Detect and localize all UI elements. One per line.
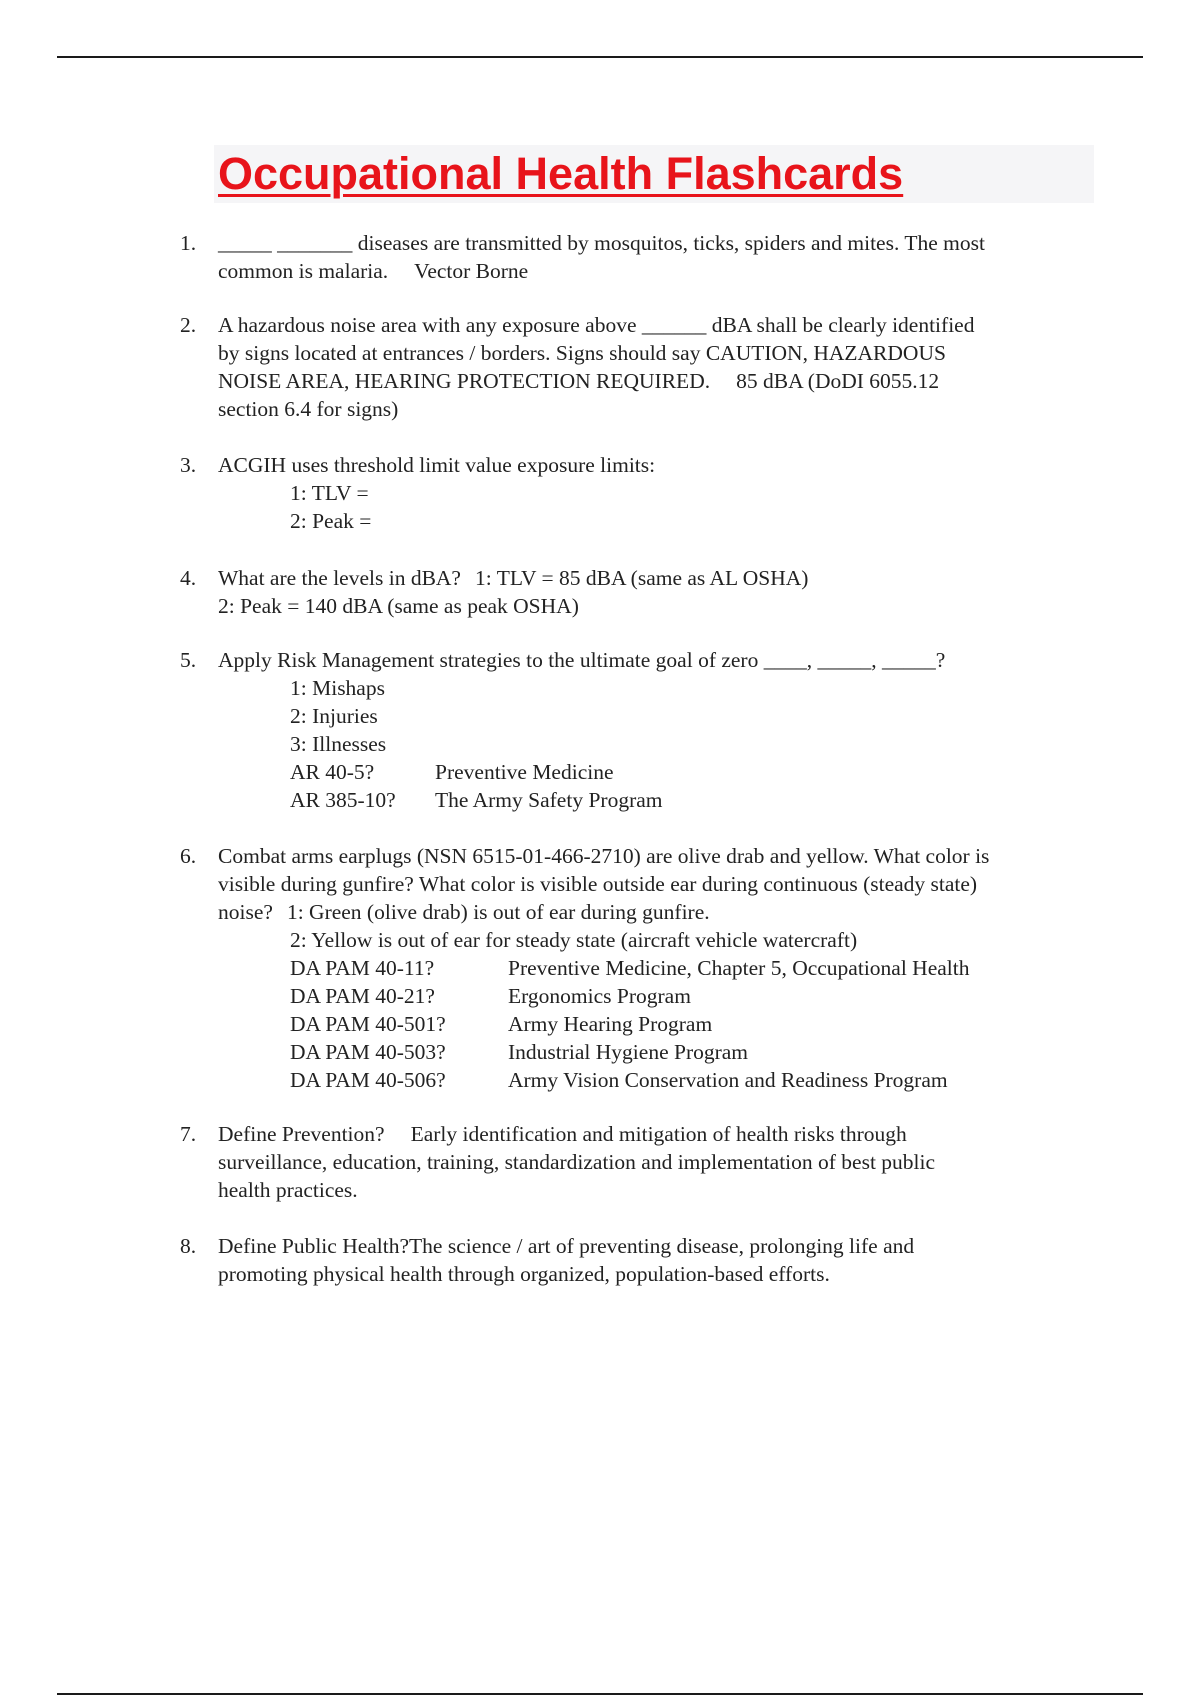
answer-text: health practices. — [218, 1178, 358, 1202]
answer-text: surveillance, education, training, standardization and implementation of best public — [218, 1150, 936, 1174]
question-text: common is malaria. — [218, 259, 389, 283]
answer-text: 2: Peak = 140 dBA (same as peak OSHA) — [218, 594, 579, 618]
reference-code: DA PAM 40-503? — [290, 1040, 446, 1064]
reference-title: Preventive Medicine, Chapter 5, Occupational Health — [508, 956, 970, 980]
answer-text: section 6.4 for signs) — [218, 397, 399, 421]
question-text: NOISE AREA, HEARING PROTECTION REQUIRED. — [218, 369, 711, 393]
list-item: 2: Peak = — [290, 509, 372, 533]
reference-code: AR 385-10? — [290, 788, 396, 812]
question-text: Apply Risk Management strategies to the ultimate goal of zero ____, _____, _____? — [218, 648, 946, 672]
question-text: visible during gunfire? What color is visible outside ear during continuous (steady state) — [218, 872, 978, 896]
question-number: 7. — [180, 1122, 197, 1146]
reference-row — [218, 954, 1098, 982]
reference-row — [218, 1010, 1098, 1038]
reference-row — [218, 982, 1098, 1010]
answer-text: Vector Borne — [414, 259, 529, 283]
answer-text: Early identification and mitigation of health risks through — [410, 1122, 907, 1146]
reference-title: Industrial Hygiene Program — [508, 1040, 749, 1064]
reference-row — [218, 1038, 1098, 1066]
reference-code: DA PAM 40-11? — [290, 956, 435, 980]
reference-code: DA PAM 40-506? — [290, 1068, 446, 1092]
reference-title: Ergonomics Program — [508, 984, 691, 1008]
reference-title: Army Vision Conservation and Readiness Program — [508, 1068, 948, 1092]
question-text: Combat arms earplugs (NSN 6515-01-466-2710) are olive drab and yellow. What color is — [218, 844, 990, 868]
reference-title: The Army Safety Program — [435, 788, 663, 812]
answer-text: 1: Green (olive drab) is out of ear during gunfire. — [286, 900, 710, 924]
question-number: 6. — [180, 844, 197, 868]
reference-title: Army Hearing Program — [508, 1012, 713, 1036]
answer-text: 85 dBA (DoDI 6055.12 — [736, 369, 940, 393]
question-number: 5. — [180, 648, 197, 672]
reference-code: DA PAM 40-21? — [290, 984, 435, 1008]
header-rule — [57, 56, 1143, 58]
question-text: Define Public Health? — [218, 1234, 410, 1258]
question-number: 1. — [180, 231, 197, 255]
question-number: 3. — [180, 453, 197, 477]
question-number: 4. — [180, 566, 197, 590]
question-text: by signs located at entrances / borders. Signs should say CAUTION, HAZARDOUS — [218, 341, 946, 365]
reference-code: AR 40-5? — [290, 760, 375, 784]
reference-row — [218, 786, 1098, 814]
question-text: _____ _______ diseases are transmitted by mosquitos, ticks, spiders and mites. The most — [218, 231, 985, 255]
footer-rule — [57, 1693, 1143, 1695]
reference-row — [218, 1066, 1098, 1094]
reference-title: Preventive Medicine — [435, 760, 614, 784]
answer-text: 2: Yellow is out of ear for steady state (aircraft vehicle watercraft) — [290, 928, 858, 952]
question-text: noise? — [218, 900, 273, 924]
question-number: 2. — [180, 313, 197, 337]
answer-text: The science / art of preventing disease, prolonging life and — [409, 1234, 915, 1258]
list-item: 2: Injuries — [290, 704, 378, 728]
question-text: What are the levels in dBA? — [218, 566, 461, 590]
list-item: 3: Illnesses — [290, 732, 387, 756]
answer-text: 1: TLV = 85 dBA (same as AL OSHA) — [474, 566, 809, 590]
question-number: 8. — [180, 1234, 197, 1258]
list-item: 1: TLV = — [290, 481, 369, 505]
question-text: A hazardous noise area with any exposure above ______ dBA shall be clearly identified — [218, 313, 975, 337]
question-text: ACGIH uses threshold limit value exposure limits: — [218, 453, 656, 477]
question-text: Define Prevention? — [218, 1122, 385, 1146]
reference-row — [218, 758, 1098, 786]
list-item: 1: Mishaps — [290, 676, 385, 700]
reference-code: DA PAM 40-501? — [290, 1012, 446, 1036]
page-title: Occupational Health Flashcards — [218, 148, 904, 199]
answer-text: promoting physical health through organized, population-based efforts. — [218, 1262, 830, 1286]
